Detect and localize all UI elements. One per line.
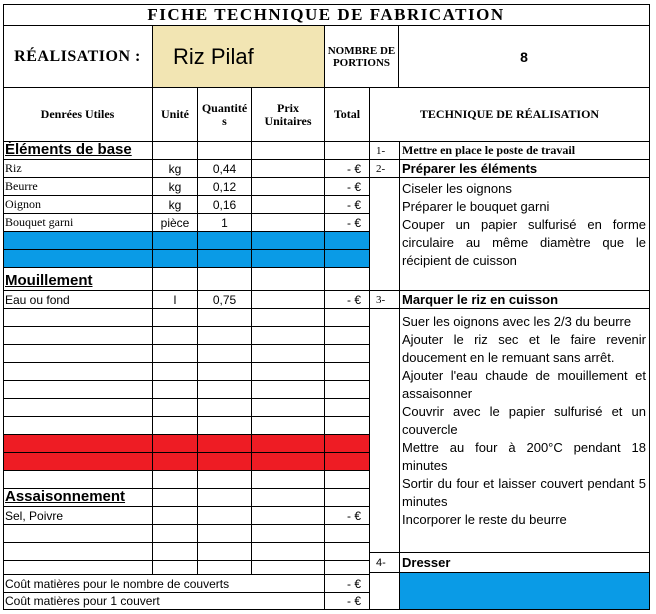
step-title: Préparer les éléments — [400, 160, 650, 178]
empty-cell[interactable] — [252, 561, 325, 575]
section-heading: Éléments de base — [3, 142, 153, 160]
ingredient-total: - € — [325, 291, 370, 309]
fiche-technique-sheet — [3, 4, 650, 610]
empty-cell — [153, 268, 198, 291]
ingredient-quantity[interactable]: 0,44 — [198, 160, 252, 178]
blue-highlight-cell — [153, 250, 198, 268]
red-highlight-cell — [252, 435, 325, 453]
empty-ingredient-cell[interactable] — [3, 561, 153, 575]
empty-cell[interactable] — [252, 417, 325, 435]
ingredient-name[interactable]: Eau ou fond — [3, 291, 153, 309]
empty-cell — [153, 142, 198, 160]
empty-ingredient-cell[interactable] — [3, 327, 153, 345]
instruction-line: Couper un papier sulfurisé en forme circulaire au même diamètre que le récipient de cuisson — [402, 217, 646, 269]
empty-cell[interactable] — [325, 417, 370, 435]
empty-cell[interactable] — [198, 309, 252, 327]
ingredient-unit-price[interactable] — [252, 291, 325, 309]
empty-ingredient-cell[interactable] — [3, 543, 153, 561]
empty-cell[interactable] — [153, 543, 198, 561]
ingredient-unit-price[interactable] — [252, 196, 325, 214]
blue-highlight-cell — [198, 250, 252, 268]
empty-cell — [325, 142, 370, 160]
empty-cell — [325, 268, 370, 291]
empty-cell[interactable] — [325, 309, 370, 327]
step-number: 4- — [370, 553, 400, 573]
empty-cell — [325, 489, 370, 507]
step-number-spacer — [370, 178, 400, 291]
empty-cell[interactable] — [252, 309, 325, 327]
blue-highlight-cell — [252, 232, 325, 250]
blue-highlight-cell — [198, 232, 252, 250]
empty-cell[interactable] — [252, 525, 325, 543]
empty-cell[interactable] — [252, 471, 325, 489]
ingredient-unit-price[interactable] — [252, 160, 325, 178]
ingredient-quantity[interactable] — [198, 507, 252, 525]
empty-cell[interactable] — [325, 381, 370, 399]
empty-cell — [198, 489, 252, 507]
empty-cell[interactable] — [325, 363, 370, 381]
dressage-highlight — [400, 573, 650, 610]
ingredient-total: - € — [325, 214, 370, 232]
empty-cell[interactable] — [325, 471, 370, 489]
blue-highlight-cell — [325, 250, 370, 268]
ingredient-unit-price[interactable] — [252, 507, 325, 525]
empty-cell[interactable] — [153, 363, 198, 381]
realisation-label: RÉALISATION : — [3, 26, 153, 88]
section-heading: Mouillement — [3, 268, 153, 291]
ingredient-unit-price[interactable] — [252, 178, 325, 196]
instruction-line: Incorporer le reste du beurre — [402, 512, 567, 527]
empty-cell[interactable] — [198, 417, 252, 435]
dish-name-field[interactable]: Riz Pilaf — [153, 26, 325, 88]
step-number: 2- — [370, 160, 400, 178]
cost-total: - € — [325, 575, 370, 593]
ingredient-total: - € — [325, 178, 370, 196]
portions-label — [325, 26, 399, 88]
step-number-spacer — [370, 573, 400, 610]
portions-label-line1: NOMBRE DE — [327, 44, 396, 57]
col-header-total: Total — [325, 88, 370, 142]
step-title: Marquer le riz en cuisson — [400, 291, 650, 309]
red-highlight-cell — [153, 435, 198, 453]
ingredient-total: - € — [325, 196, 370, 214]
empty-cell[interactable] — [198, 471, 252, 489]
col-header-technique: TECHNIQUE DE RÉALISATION — [370, 88, 650, 142]
empty-ingredient-cell[interactable] — [3, 399, 153, 417]
col-header-prix — [252, 88, 325, 142]
instruction-line: Suer les oignons avec les 2/3 du beurre — [402, 314, 632, 329]
blue-highlight-cell — [325, 232, 370, 250]
empty-cell[interactable] — [153, 399, 198, 417]
ingredient-name[interactable]: Beurre — [3, 178, 153, 196]
empty-cell[interactable] — [153, 309, 198, 327]
red-highlight-cell — [198, 453, 252, 471]
ingredient-quantity[interactable]: 0,12 — [198, 178, 252, 196]
col-header-prix-line1: Prix — [277, 100, 299, 115]
red-highlight-cell — [153, 453, 198, 471]
step-number: 1- — [370, 142, 400, 160]
empty-cell — [198, 268, 252, 291]
empty-ingredient-cell[interactable] — [3, 345, 153, 363]
empty-ingredient-cell[interactable] — [3, 309, 153, 327]
ingredient-total: - € — [325, 160, 370, 178]
ingredient-unit[interactable] — [153, 507, 198, 525]
instruction-line: Ajouter le riz sec et le faire revenir doucement en le remuant sans arrêt. — [402, 332, 646, 366]
empty-cell[interactable] — [198, 345, 252, 363]
instruction-line: Couvrir avec le papier sulfurisé et un couvercle — [402, 404, 646, 438]
ingredient-total: - € — [325, 507, 370, 525]
empty-cell — [252, 268, 325, 291]
portions-value[interactable]: 8 — [399, 26, 650, 88]
instruction-line: Sortir du four et laisser couvert pendant 5 minutes — [402, 476, 646, 510]
col-header-quantites-line1: Quantité — [201, 100, 248, 115]
red-highlight-cell — [325, 453, 370, 471]
empty-cell[interactable] — [198, 561, 252, 575]
blue-highlight-cell — [3, 232, 153, 250]
red-highlight-cell — [3, 435, 153, 453]
col-header-quantites-line2: s — [222, 113, 227, 128]
step-number-spacer — [370, 309, 400, 553]
sheet-title: FICHE TECHNIQUE DE FABRICATION — [3, 4, 650, 26]
empty-cell[interactable] — [252, 327, 325, 345]
empty-ingredient-cell[interactable] — [3, 363, 153, 381]
empty-cell[interactable] — [153, 525, 198, 543]
cost-label: Coût matières pour le nombre de couverts — [3, 575, 325, 593]
empty-cell — [153, 489, 198, 507]
instructions-block-cuisson — [400, 309, 650, 553]
empty-cell[interactable] — [153, 417, 198, 435]
blue-highlight-cell — [3, 250, 153, 268]
portions-label-line2: PORTIONS — [332, 56, 391, 69]
ingredient-unit[interactable]: l — [153, 291, 198, 309]
empty-cell — [252, 489, 325, 507]
empty-cell[interactable] — [252, 345, 325, 363]
instruction-line: Ciseler les oignons — [402, 181, 512, 196]
empty-cell[interactable] — [153, 471, 198, 489]
ingredient-name[interactable]: Riz — [3, 160, 153, 178]
ingredient-name[interactable]: Bouquet garni — [3, 214, 153, 232]
empty-cell — [198, 142, 252, 160]
step-title: Dresser — [400, 553, 650, 573]
col-header-quantites — [198, 88, 252, 142]
empty-ingredient-cell[interactable] — [3, 381, 153, 399]
empty-cell[interactable] — [198, 399, 252, 417]
col-header-prix-line2: Unitaires — [264, 113, 312, 128]
cost-label: Coût matières pour 1 couvert — [3, 593, 325, 610]
empty-ingredient-cell[interactable] — [3, 417, 153, 435]
blue-highlight-cell — [252, 250, 325, 268]
col-header-denrees: Denrées Utiles — [3, 88, 153, 142]
empty-cell[interactable] — [252, 399, 325, 417]
empty-cell[interactable] — [198, 543, 252, 561]
empty-cell[interactable] — [325, 327, 370, 345]
red-highlight-cell — [198, 435, 252, 453]
section-heading: Assaisonnement — [3, 489, 153, 507]
empty-cell[interactable] — [325, 345, 370, 363]
empty-ingredient-cell[interactable] — [3, 471, 153, 489]
ingredient-quantity[interactable]: 0,75 — [198, 291, 252, 309]
ingredient-unit[interactable]: kg — [153, 196, 198, 214]
empty-cell[interactable] — [252, 381, 325, 399]
ingredient-unit-price[interactable] — [252, 214, 325, 232]
step-title: Mettre en place le poste de travail — [400, 142, 650, 160]
empty-cell[interactable] — [153, 561, 198, 575]
ingredient-unit[interactable]: kg — [153, 178, 198, 196]
ingredient-quantity[interactable]: 0,16 — [198, 196, 252, 214]
empty-ingredient-cell[interactable] — [3, 525, 153, 543]
ingredient-name[interactable]: Sel, Poivre — [3, 507, 153, 525]
empty-cell[interactable] — [252, 363, 325, 381]
empty-cell[interactable] — [325, 525, 370, 543]
step-number: 3- — [370, 291, 400, 309]
instruction-line: Préparer le bouquet garni — [402, 199, 550, 214]
ingredient-unit[interactable]: kg — [153, 160, 198, 178]
empty-cell[interactable] — [325, 399, 370, 417]
empty-cell[interactable] — [325, 543, 370, 561]
empty-cell[interactable] — [153, 381, 198, 399]
empty-cell — [252, 142, 325, 160]
empty-cell[interactable] — [198, 381, 252, 399]
empty-cell[interactable] — [198, 327, 252, 345]
blue-highlight-cell — [153, 232, 198, 250]
instructions-block-prepare — [400, 178, 650, 291]
instruction-line: Mettre au four à 200°C pendant 18 minutes — [402, 440, 646, 474]
ingredient-quantity[interactable]: 1 — [198, 214, 252, 232]
empty-cell[interactable] — [153, 345, 198, 363]
ingredient-name[interactable]: Oignon — [3, 196, 153, 214]
red-highlight-cell — [3, 453, 153, 471]
cost-total: - € — [325, 593, 370, 610]
empty-cell[interactable] — [153, 327, 198, 345]
empty-cell[interactable] — [252, 543, 325, 561]
empty-cell[interactable] — [198, 525, 252, 543]
instruction-line: Ajouter l'eau chaude de mouillement et assaisonner — [402, 368, 646, 402]
red-highlight-cell — [252, 453, 325, 471]
empty-cell[interactable] — [325, 561, 370, 575]
red-highlight-cell — [325, 435, 370, 453]
empty-cell[interactable] — [198, 363, 252, 381]
ingredient-unit[interactable]: pièce — [153, 214, 198, 232]
col-header-unite: Unité — [153, 88, 198, 142]
